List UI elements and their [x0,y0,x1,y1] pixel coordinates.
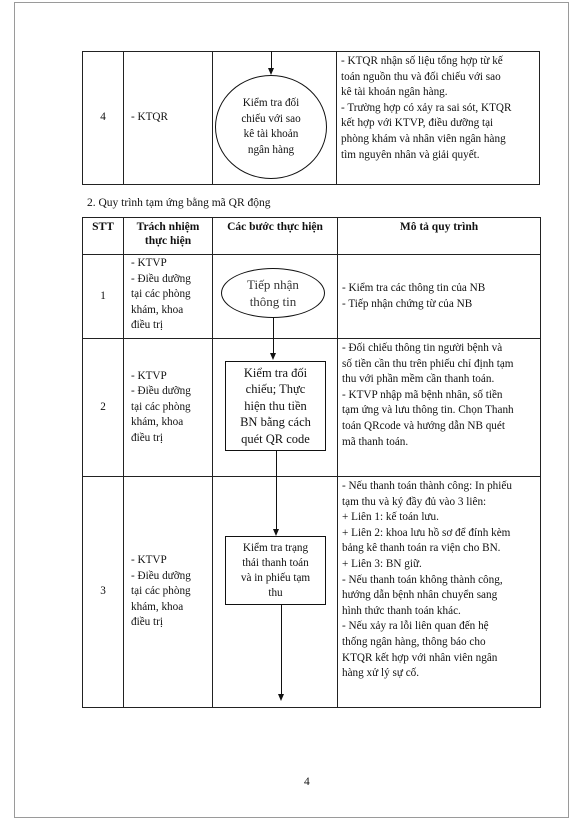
description-cell [338,255,541,339]
text-line: thực hiện [144,235,192,247]
header-responsibility [124,218,213,255]
text-line: KTQR kết hợp với nhân viên ngân [342,651,498,664]
description-cell [337,52,540,185]
text-line: khám, khoa [131,416,184,429]
description-text [342,341,536,450]
text-line: toán QRcode và hướng dẫn NB quét [342,419,505,432]
text-line: + Liên 2: khoa lưu hồ sơ để đính kèm [342,526,511,539]
header-description: Mô tả quy trình [338,218,541,255]
header-stt: STT [83,218,124,255]
text-line: - Nếu thanh toán thành công: In phiếu [342,480,512,492]
text-line: thông tin [249,294,297,309]
text-line: - Nếu thanh toán không thành công, [342,573,503,586]
step-label [240,365,311,448]
text-line: tại các phòng [131,288,191,301]
text-line: mã thanh toán. [342,435,409,448]
text-line: chiếu; Thực [245,382,306,397]
flow-arrow-head [273,529,279,536]
text-line: - Kiểm tra các thông tin của NB [342,281,486,294]
text-line: thu với phần mềm cần thanh toán. [342,373,495,386]
text-line: và in phiếu tạm [240,571,311,584]
text-line: thống ngân hàng, thông báo cho [342,635,486,648]
responsibility-cell [124,339,213,477]
text-line: tìm nguyên nhân và giải quyết. [341,148,480,161]
responsibility-cell [124,255,213,339]
step-label [241,541,310,601]
text-line: - Điều dưỡng [131,385,191,398]
step-label [241,96,300,158]
text-line: hướng dẫn bệnh nhân chuyển sang [342,589,498,602]
text-line: - KTQR nhận số liệu tổng hợp từ kế [341,55,503,67]
text-line: khám, khoa [131,600,184,613]
description-text [341,54,535,163]
header-responsibility-text [124,220,212,248]
text-line: - KTVP [131,554,167,567]
stt-cell: 1 [83,255,124,339]
section-title: 2. Quy trình tạm ứng bằng mã QR động [87,197,271,209]
responsibility-cell: - KTQR [124,52,213,185]
text-line: số tiền cần thu trên phiếu chỉ định tạm [342,357,514,370]
description-text [342,281,536,312]
text-line: chiếu với sao [241,112,301,125]
stt-cell: 2 [83,339,124,477]
responsibility-text [131,553,212,631]
flow-arrow-head [270,353,276,360]
text-line: ngân hàng [247,143,295,156]
header-steps: Các bước thực hiện [213,218,338,255]
stt-cell: 4 [83,52,124,185]
stt-cell: 3 [83,477,124,708]
text-line: điều trị [131,616,164,629]
text-line: kết hợp với KTVP, điều dưỡng tại [341,117,494,130]
text-line: kê tài khoản ngân hàng. [341,86,448,99]
table-header-row [83,218,541,255]
flow-step-oval-receive-info [221,268,325,318]
text-line: Tiếp nhận [247,277,299,292]
text-line: - KTVP [131,369,167,382]
flow-arrow-head [268,68,274,75]
text-line: - Điều dưỡng [131,272,191,285]
text-line: - KTVP nhập mã bệnh nhân, số tiền [342,388,503,401]
text-line: thái thanh toán [242,556,309,569]
text-line: + Liên 3: BN giữ. [342,557,422,570]
flow-step-box-check-status [225,536,326,605]
text-line: Trách nhiệm [136,221,200,233]
text-line: tại các phòng [131,585,191,598]
text-line: toán nguồn thu và đối chiếu với sao [341,70,501,83]
responsibility-text [131,256,212,334]
flow-step-oval-verify-bank [215,75,327,179]
step-label [247,276,299,310]
text-line: Kiểm tra trạng [242,541,309,554]
description-text [342,479,536,682]
flow-arrow-line [273,318,274,354]
flow-step-box-qr-payment [225,361,326,451]
text-line: - Tiếp nhận chứng từ của NB [342,297,473,310]
text-line: thu [268,586,283,599]
page-number: 4 [304,776,310,788]
text-line: BN bằng cách [240,415,311,430]
flow-arrow-head [278,694,284,701]
text-line: Kiểm tra đối [242,97,300,109]
text-line: bảng kê thanh toán ra viện cho BN. [342,542,501,555]
description-cell [338,477,541,708]
text-line: điều trị [131,431,164,444]
text-line: - Điều dưỡng [131,569,191,582]
text-line: tạm ứng và lưu thông tin. Chọn Thanh [342,404,514,417]
text-line: quét QR code [241,431,310,446]
text-line: hình thức thanh toán khác. [342,604,461,617]
text-line: điều trị [131,319,164,332]
flow-arrow-line [276,451,277,530]
text-line: hàng xử lý sự cố. [342,667,420,680]
text-line: kê tài khoản [243,128,299,140]
text-line: - KTVP [131,257,167,269]
responsibility-cell [124,477,213,708]
text-line: + Liên 1: kế toán lưu. [342,511,439,524]
text-line: - Đối chiếu thông tin người bệnh và [342,342,503,354]
text-line: Kiểm tra đối [243,365,308,380]
text-line: hiện thu tiền [244,398,307,413]
text-line: - Trường hợp có xảy ra sai sót, KTQR [341,101,512,114]
text-line: - Nếu xảy ra lỗi liên quan đến hệ [342,620,489,633]
responsibility-text [131,369,212,447]
flow-arrow-line [281,605,282,695]
text-line: tạm thu và ký đầy đủ vào 3 liên: [342,495,487,508]
text-line: phòng khám và nhân viên ngân hàng [341,132,506,145]
text-line: tại các phòng [131,400,191,413]
text-line: khám, khoa [131,303,184,316]
description-cell [338,339,541,477]
